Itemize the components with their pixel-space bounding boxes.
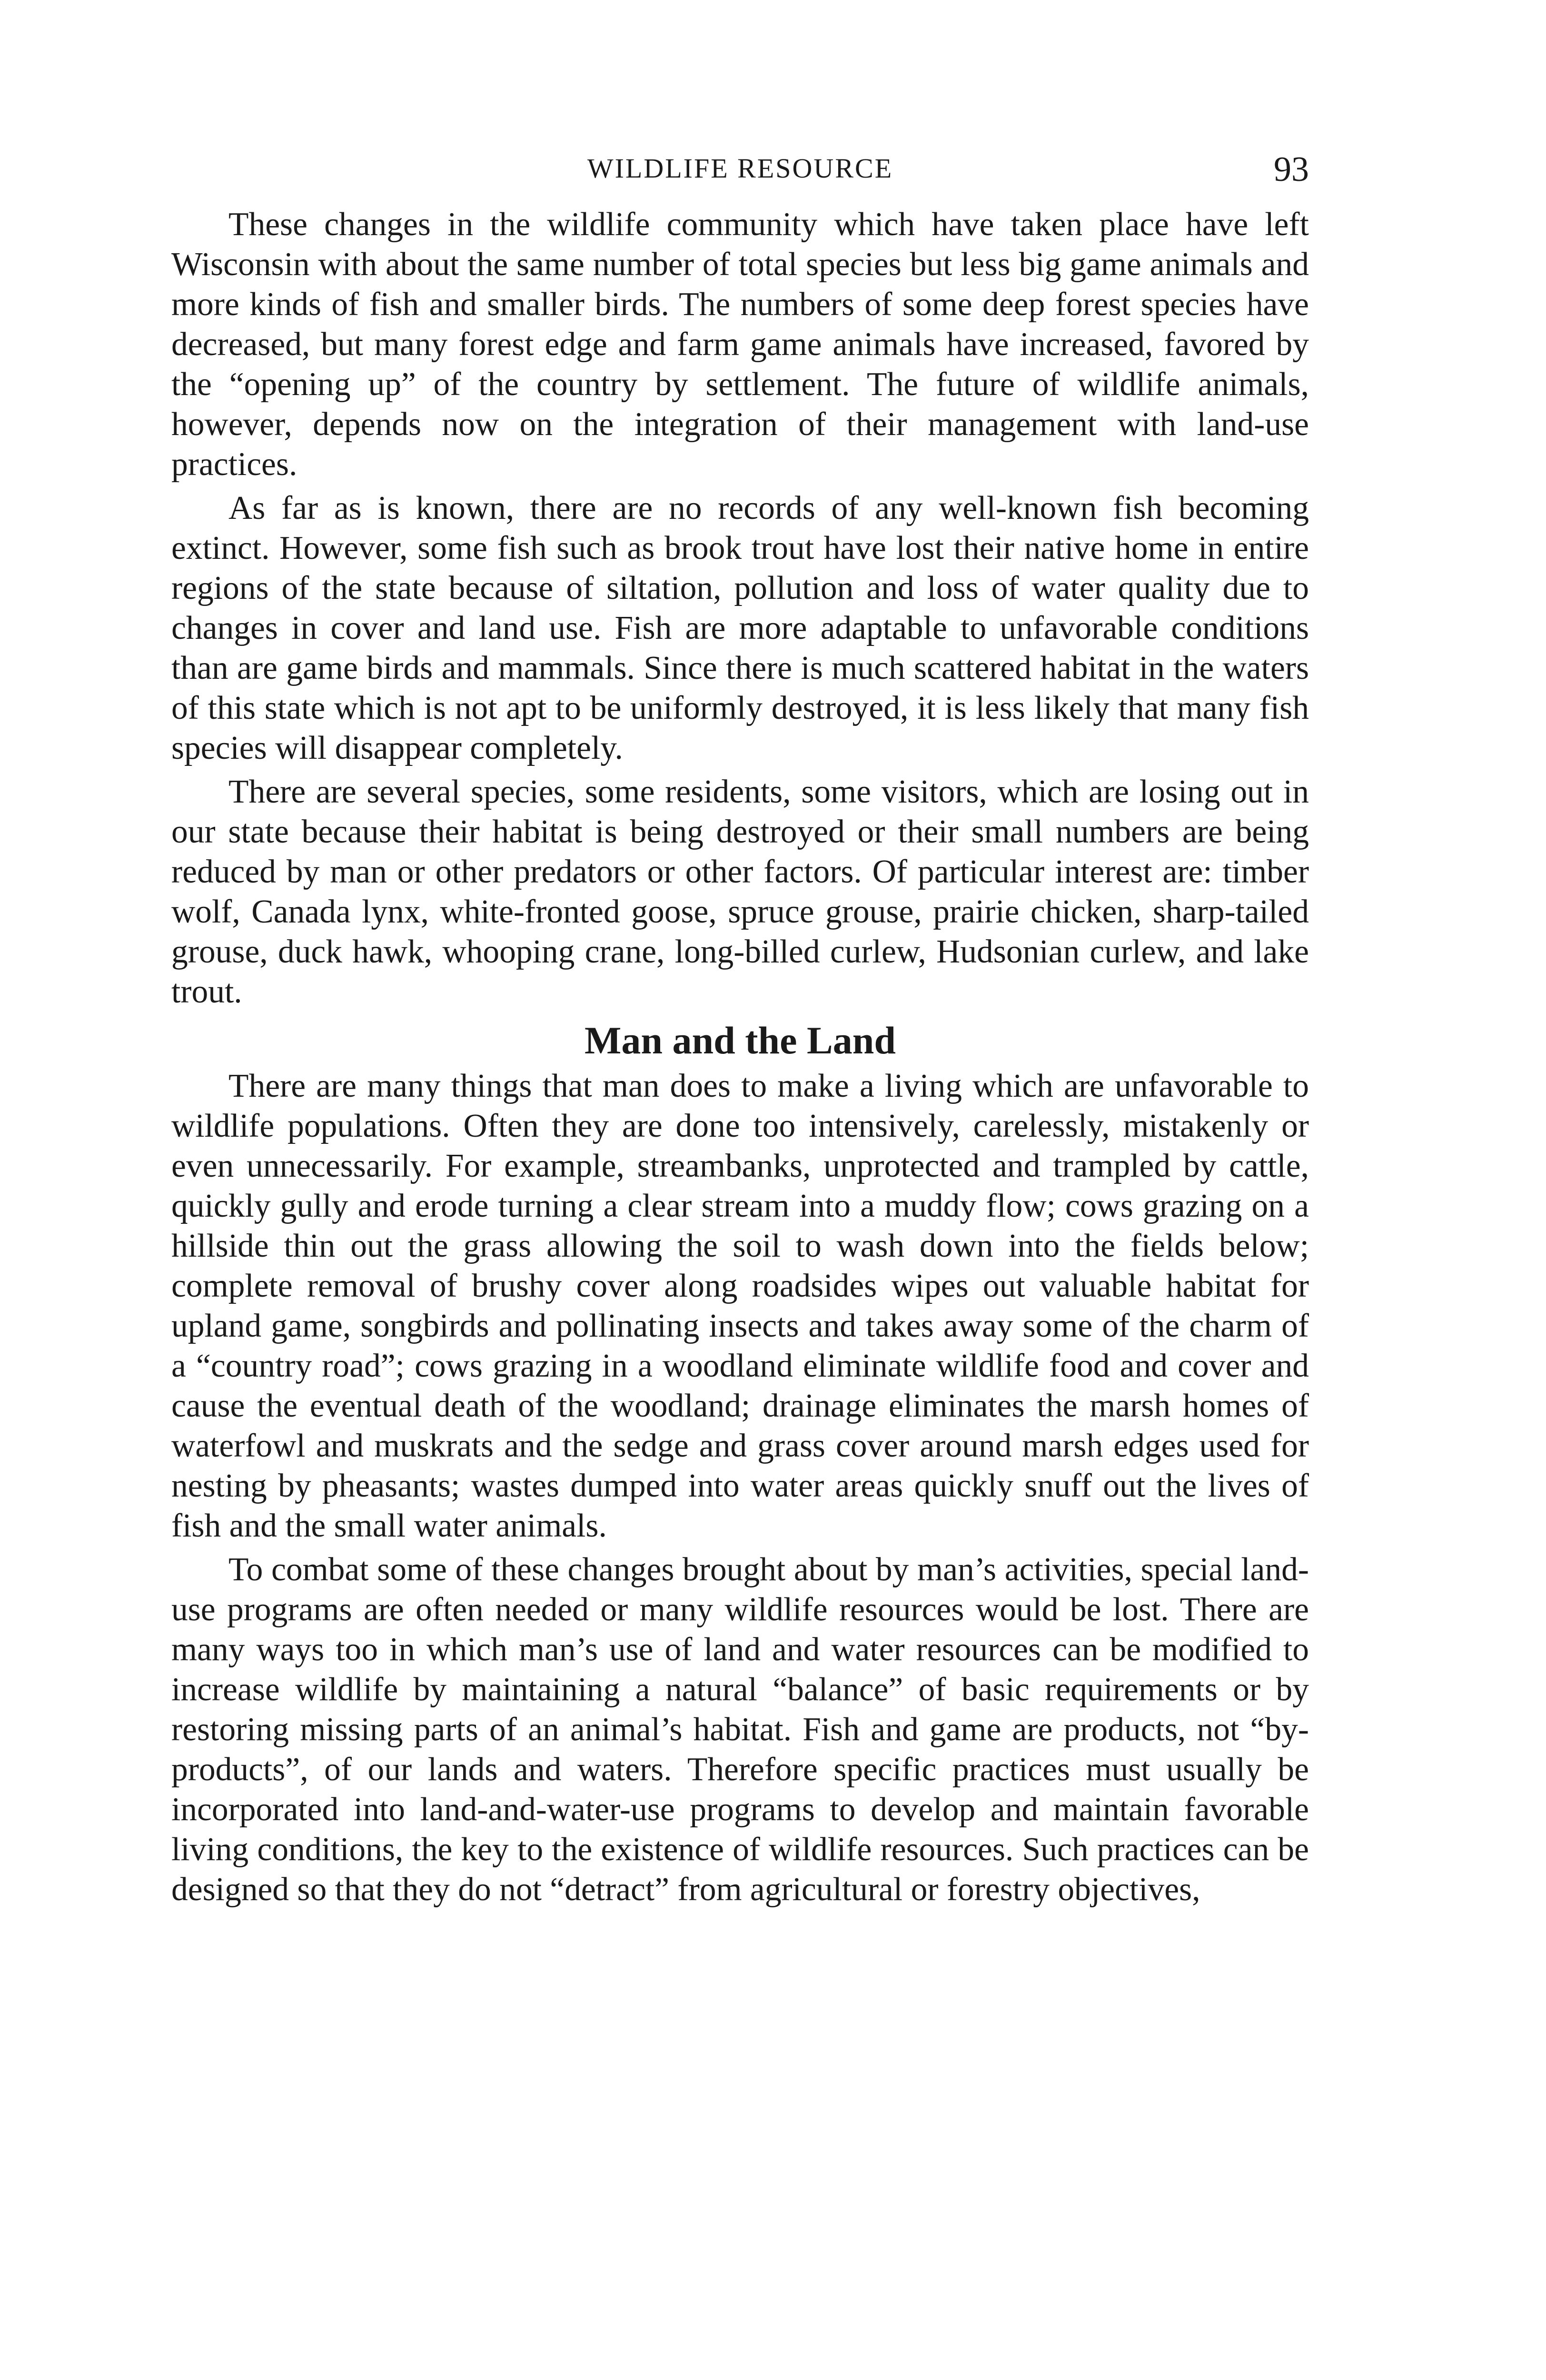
paragraph-land-use-programs: To combat some of these changes brought about by man’s activities, special land-use programs are often needed or many wildlife resources would be lost. There are many ways too in which man’s use of land and water resources can be modified to increase wildlife by maintaining a natural “balance” of basic requirements or by restoring missing parts of an animal’s habitat. Fish and game are products, not “by-products”, of our lands and waters. Therefore specific practices must usually be incorporated into land-and-water-use programs to develop and maintain favorable living conditions, the key to the existence of wildlife resources. Such practices can be designed so that they do not “detract” from agricultural or forestry objectives, — [171, 1551, 1309, 1908]
paragraph-declining-species: There are several species, some residents, some visitors, which are losing out in our state because their habitat is being destroyed or their small numbers are being reduced by man or other predators or other factors. Of particular interest are: timber wolf, Canada lynx, white-fronted goose, spruce grouse, prairie chicken, sharp-tailed grouse, duck hawk, whooping crane, long-billed curlew, Hudsonian curlew, and lake trout. — [171, 774, 1309, 1010]
section-heading: Man and the Land — [585, 1019, 896, 1062]
running-header — [171, 152, 1309, 205]
body-text-top — [171, 205, 1309, 1012]
body-text-bottom — [171, 1066, 1309, 1910]
book-page — [171, 152, 1309, 1914]
page-number: 93 — [1274, 150, 1309, 189]
paragraph-wildlife-changes: These changes in the wildlife community which have taken place have left Wisconsin with about the same number of total species but less big game animals and more kinds of fish and smaller birds. The numbers of some deep forest species have decreased, but many forest edge and farm game animals have increased, favored by the “opening up” of the country by settlement. The future of wildlife animals, however, depends now on the integration of their management with land-use practices. — [171, 206, 1309, 483]
paragraph-man-activities: There are many things that man does to make a living which are unfavorable to wildlife populations. Often they are done too intensively, carelessly, mistakenly or even unnecessarily. For example, streambanks, unprotected and trampled by cattle, quickly gully and erode turning a clear stream into a muddy flow; cows grazing on a hillside thin out the grass allowing the soil to wash down into the fields below; complete removal of brushy cover along roadsides wipes out valuable habitat for upland game, songbirds and pollinating insects and takes away some of the charm of a “country road”; cows grazing in a woodland eliminate wildlife food and cover and cause the eventual death of the woodland; drainage eliminates the marsh homes of waterfowl and muskrats and the sedge and grass cover around marsh edges used for nesting by pheasants; wastes dumped into water areas quickly snuff out the lives of fish and the small water animals. — [171, 1068, 1309, 1544]
running-title: WILDLIFE RESOURCE — [587, 153, 893, 184]
paragraph-fish-extinction: As far as is known, there are no records of any well-known fish becoming extinct. However, some fish such as brook trout have lost their native home in entire regions of the state because of siltation, pollution and loss of water quality due to changes in cover and land use. Fish are more adaptable to unfavorable conditions than are game birds and mammals. Since there is much scattered habitat in the waters of this state which is not apt to be uniformly destroyed, it is less likely that many fish species will disappear completely. — [171, 490, 1309, 766]
